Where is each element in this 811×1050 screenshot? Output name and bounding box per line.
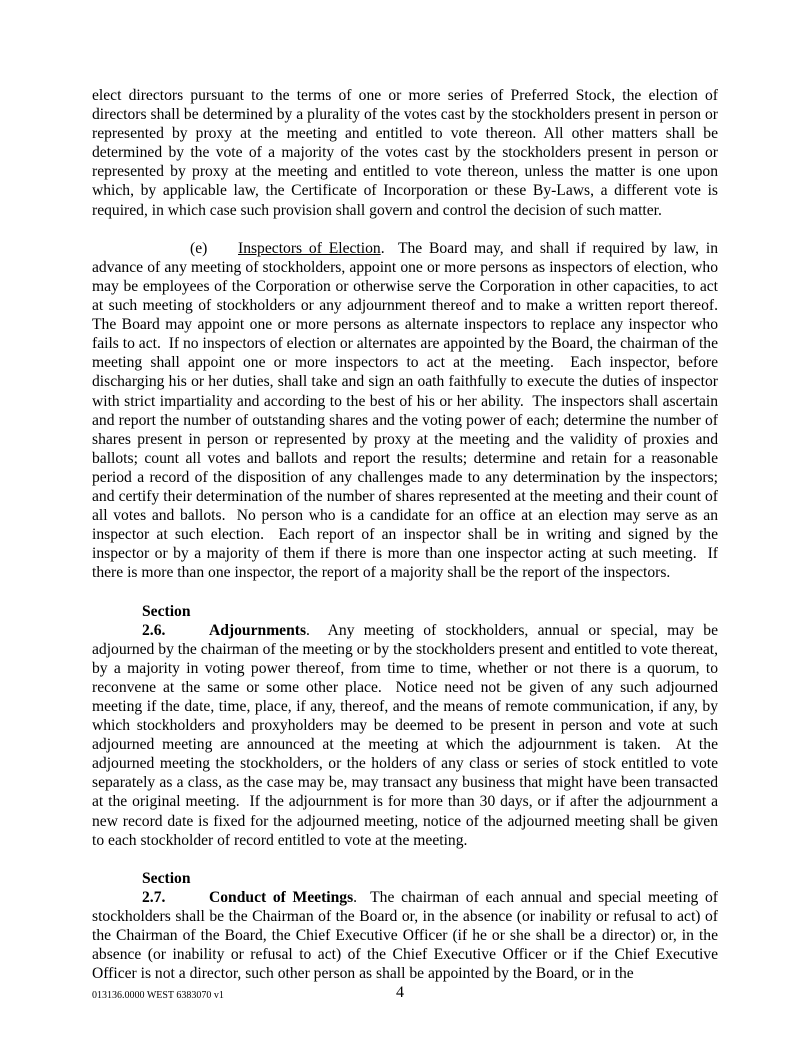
section-title: Adjournments	[209, 621, 307, 639]
subsection-title-punct: .	[380, 239, 385, 257]
paragraph-text: Any meeting of stockholders, annual or special, may be adjourned by the chairman of the meeting or by the stockholders present and entitled to vote thereat, by a majority in voting power thereof, from time to time, whether or not there is a quorum, to reconvene at the same or some other place. Notice need not be given of any such adjourned meeting if the date, time, place, if any, thereof, and the means of remote communication, if any, by which stockholders and proxyholders may be deemed to be present in person and vote at such adjourned meeting are announced at the meeting at which the adjournment is taken. At the adjourned meeting the stockholders, or the holders of any class or series of stock entitled to vote separately as a class, as the case may be, may transact any business that might have been transacted at the original meeting. If the adjournment is for more than 30 days, or if after the adjournment a new record date is fixed for the adjourned meeting, notice of the adjourned meeting shall be given to each stockholder of record entitled to vote at the meeting.	[92, 621, 722, 849]
section-title-punct: .	[353, 888, 358, 906]
document-body	[92, 86, 726, 983]
section-number: Section 2.7.	[142, 869, 191, 906]
paragraph-inspectors-of-election	[92, 239, 726, 583]
paragraph-text: The Board may, and shall if required by law, in advance of any meeting of stockholders, appoint one or more persons as inspectors of election, who may be employees of the Corporation or otherwise serve the Corporation in other capacities, to act at such meeting of stockholders or any adjournment thereof and to make a written report thereof. The Board may appoint one or more persons as alternate inspectors to replace any inspector who fails to act. If no inspectors of election or alternates are appointed by the Board, the chairman of the meeting shall appoint one or more inspectors to act at the meeting. Each inspector, before discharging his or her duties, shall take and sign an oath faithfully to execute the duties of inspector with strict impartiality and according to the best of his or her ability. The inspectors shall ascertain and report the number of outstanding shares and the voting power of each; determine the number of shares present in person or represented by proxy at the meeting and the validity of proxies and ballots; count all votes and ballots and report the results; determine and retain for a reasonable period a record of the disposition of any challenges made to any determination by the inspectors; and certify their determination of the number of shares represented at the meeting and their count of all votes and ballots. No person who is a candidate for an office at an election may serve as an inspector at such election. Each report of an inspector shall be in writing and signed by the inspector or by a majority of them if there is more than one inspector acting at such meeting. If there is more than one inspector, the report of a majority shall be the report of the inspectors.	[92, 239, 726, 582]
footer-document-id: 013136.0000 WEST 6383070 v1	[92, 990, 224, 1001]
section-title-punct: .	[306, 621, 310, 639]
paragraph-election-of-directors-continued	[92, 86, 718, 220]
section-number: Section 2.6.	[142, 602, 191, 639]
paragraph-text: The chairman of each annual and special meeting of stockholders shall be the Chairman of the Board or, in the absence (or inability or refusal to act) of the Chairman of the Board, the Chief Executive Officer (if he or she shall be a director) or, in the absence (or inability or refusal to act) of the Chief Executive Officer or if the Chief Executive Officer is not a director, such other person as shall be appointed by the Board, or in the	[92, 888, 722, 983]
subsection-title: Inspectors of Election	[238, 239, 381, 257]
section-title: Conduct of Meetings	[209, 888, 354, 906]
page-number: 4	[396, 984, 404, 1001]
section-2-7-conduct-of-meetings	[92, 869, 722, 984]
paragraph-text: elect directors pursuant to the terms of one or more series of Preferred Stock, the election of directors shall be determined by a plurality of the votes cast by the stockholders present in person or represented by proxy at the meeting and entitled to vote thereon. All other matters shall be determined by the vote of a majority of the votes cast by the stockholders present in person or represented by proxy at the meeting and entitled to vote thereon, unless the matter is one upon which, by applicable law, the Certificate of Incorporation or these By-Laws, a different vote is required, in which case such provision shall govern and control the decision of such matter.	[92, 87, 718, 219]
section-2-6-adjournments	[92, 602, 722, 850]
subsection-label: (e)	[190, 239, 208, 257]
